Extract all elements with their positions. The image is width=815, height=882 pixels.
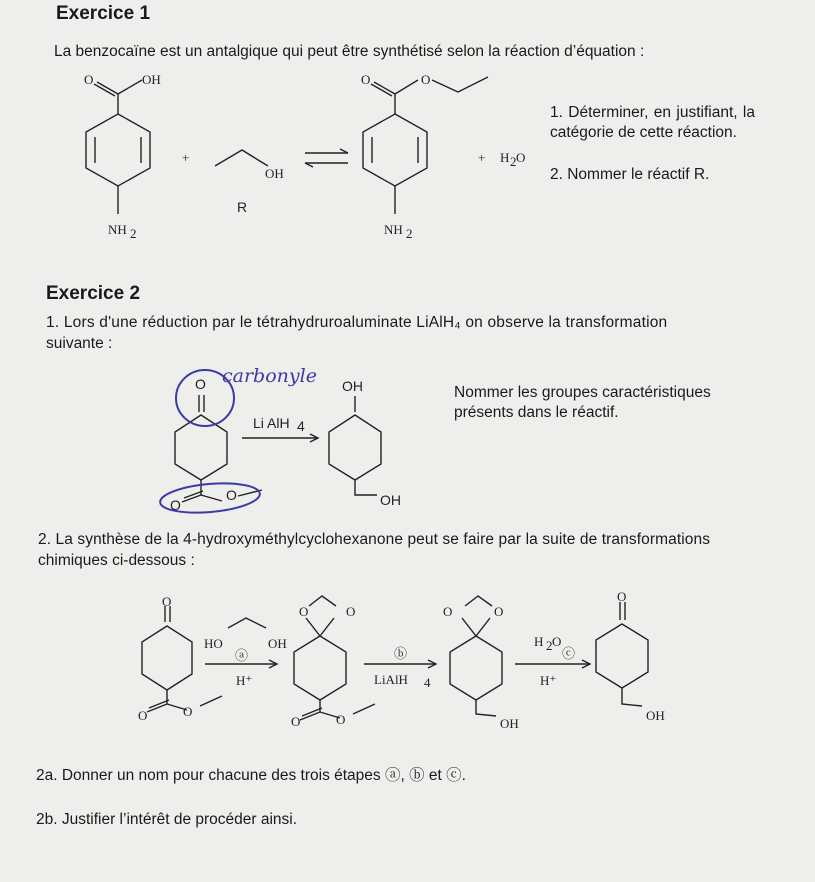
reagent-sub4: 4 (297, 418, 305, 434)
exercise-2-q1-side1: Nommer les groupes caractéristiques (454, 384, 711, 401)
exercise-2-q2b: 2b. Justifier l’intérêt de procéder ainsi. (36, 811, 298, 828)
handwritten-note: carbonyle (222, 365, 317, 387)
s-o7: O (336, 712, 346, 727)
s-o10: O (617, 589, 627, 604)
exercise-2-q1-line1: 1. Lors d'une réduction par le tétrahydruroaluminate LiAlH₄ on observe la transformation (46, 314, 668, 331)
label-ethanol-oh: OH (265, 166, 284, 181)
exercise-2-title: Exercice 2 (46, 283, 141, 304)
diol-ho: HO (204, 636, 223, 651)
exercise-2-q2a: 2a. Donner un nom pour chacune des trois étapes ⓐ, ⓑ et ⓒ. (36, 767, 466, 784)
exercise-1-question-1: 1. Déterminer, en justifiant, la catégorie de cette réaction. (550, 104, 755, 141)
label-plus: + (182, 150, 190, 165)
s-o9: O (494, 604, 504, 619)
h2o-o: O (552, 634, 562, 649)
lialh-sub4: 4 (424, 675, 431, 690)
s-oh1: OH (500, 716, 519, 731)
reagent-lialh: Li AlH (253, 415, 290, 431)
label-o-ester2: O (226, 487, 237, 503)
step-a: ⓐ (235, 648, 249, 663)
lialh-b: LiAlH (374, 672, 408, 687)
diol-oh: OH (268, 636, 287, 651)
s-o4: O (299, 604, 309, 619)
label-h2o-h: H (500, 150, 510, 165)
h2o-c: H (534, 634, 544, 649)
hplus-c: H⁺ (540, 673, 557, 688)
exercise-1-title: Exercice 1 (56, 3, 151, 24)
label-o: O (84, 72, 94, 87)
synthesis-scheme (0, 588, 815, 748)
label-o-ketone: O (195, 376, 206, 392)
hplus-a: H⁺ (236, 673, 253, 688)
label-nh2: NH (108, 222, 127, 237)
exercise-2-q2-line1: 2. La synthèse de la 4-hydroxyméthylcyclohexanone peut se faire par la suite de transformations (38, 531, 711, 548)
label-o3: O (421, 72, 431, 87)
s-o6: O (291, 714, 301, 729)
h2o-sub: 2 (546, 638, 553, 653)
label-o2: O (361, 72, 371, 87)
label-o-ester: O (170, 497, 181, 513)
label-sub2: 2 (130, 226, 137, 241)
ring-3 (450, 636, 502, 700)
ring-1 (142, 626, 192, 690)
step-c: ⓒ (562, 646, 576, 661)
s-oh2: OH (646, 708, 665, 723)
s-o8: O (443, 604, 453, 619)
label-plus-2: + (478, 150, 486, 165)
s-o2: O (138, 708, 148, 723)
label-oh-product2: OH (380, 492, 401, 508)
exercise-1-question-2: 2. Nommer le réactif R. (550, 166, 710, 183)
step-b: ⓑ (394, 646, 408, 661)
label-oh-product: OH (342, 378, 363, 394)
exercise-1-intro: La benzocaïne est un antalgique qui peut être synthétisé selon la réaction d’équation : (54, 43, 645, 60)
label-r: R (237, 199, 248, 215)
exercise-2-q1-side2: présents dans le réactif. (454, 404, 619, 421)
label-h2o-o: O (516, 150, 526, 165)
cyclohexane-ring-product (329, 415, 381, 480)
label-h2o-sub: 2 (510, 154, 517, 169)
cyclohexane-ring-reactant (175, 415, 227, 480)
reduction-scheme (0, 340, 815, 530)
s-o3: O (183, 704, 193, 719)
label-nh2-right: NH (384, 222, 403, 237)
ring-2 (294, 636, 346, 700)
s-o1: O (162, 594, 172, 609)
label-oh: OH (142, 72, 161, 87)
exercise-2-q1-line2: suivante : (46, 335, 113, 352)
label-sub2-right: 2 (406, 226, 413, 241)
s-o5: O (346, 604, 356, 619)
exercise-2-q2-line2: chimiques ci-dessous : (38, 552, 195, 569)
ring-4 (596, 624, 648, 688)
